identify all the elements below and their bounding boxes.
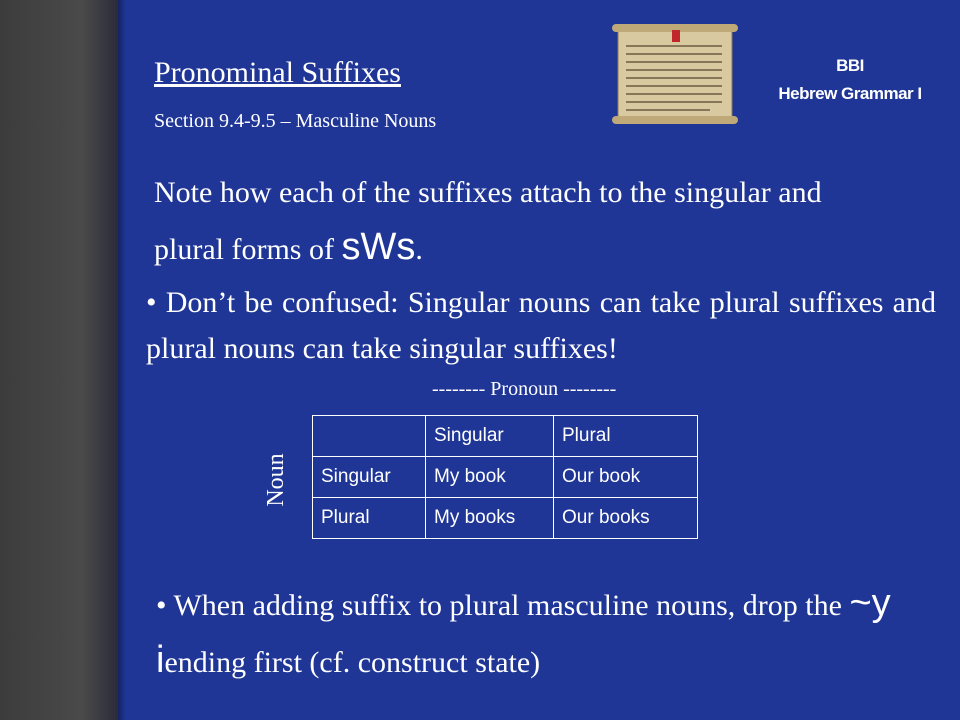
pronoun-axis-label: -------- Pronoun -------- [432, 378, 617, 400]
note-period: . [415, 233, 423, 266]
note-text: Note how each of the suffixes attach to the singular and plural forms of [154, 176, 822, 266]
slide-subtitle: Section 9.4-9.5 – Masculine Nouns [154, 110, 437, 132]
table-header-cell: Plural [554, 416, 698, 457]
note-paragraph [154, 166, 874, 277]
bullet-adding-suffix [156, 576, 916, 690]
table-cell: Our book [554, 457, 698, 498]
table-cell: My books [426, 498, 554, 539]
bullet-adding-tail: ending first (cf. construct state) [164, 646, 541, 679]
left-sidebar-bar [0, 0, 118, 720]
slide-title: Pronominal Suffixes [154, 56, 401, 89]
table-cell: Plural [313, 498, 426, 539]
scroll-image [610, 20, 740, 128]
hebrew-word-sws: sWs [341, 226, 416, 268]
badge-line-2: Hebrew Grammar I [778, 84, 922, 103]
table-row [313, 457, 698, 498]
table-header-row [313, 416, 698, 457]
bullet-adding-text: • When adding suffix to plural masculine nouns, drop the [156, 589, 850, 622]
table-header-cell [313, 416, 426, 457]
table-row [313, 498, 698, 539]
noun-axis-label: Noun [263, 453, 289, 507]
badge-line-1: BBI [836, 56, 864, 75]
left-bar-shadow [118, 0, 126, 720]
table-header-cell: Singular [426, 416, 554, 457]
suffix-table [312, 415, 698, 539]
bullet-dont-be-confused: • Don’t be confused: Singular nouns can take plural suffixes and plural nouns can take singular suffixes! [146, 286, 936, 365]
course-badge [760, 52, 940, 108]
table-cell: Singular [313, 457, 426, 498]
table-cell: My book [426, 457, 554, 498]
hebrew-ending: ~y i [156, 582, 891, 681]
table-cell: Our books [554, 498, 698, 539]
